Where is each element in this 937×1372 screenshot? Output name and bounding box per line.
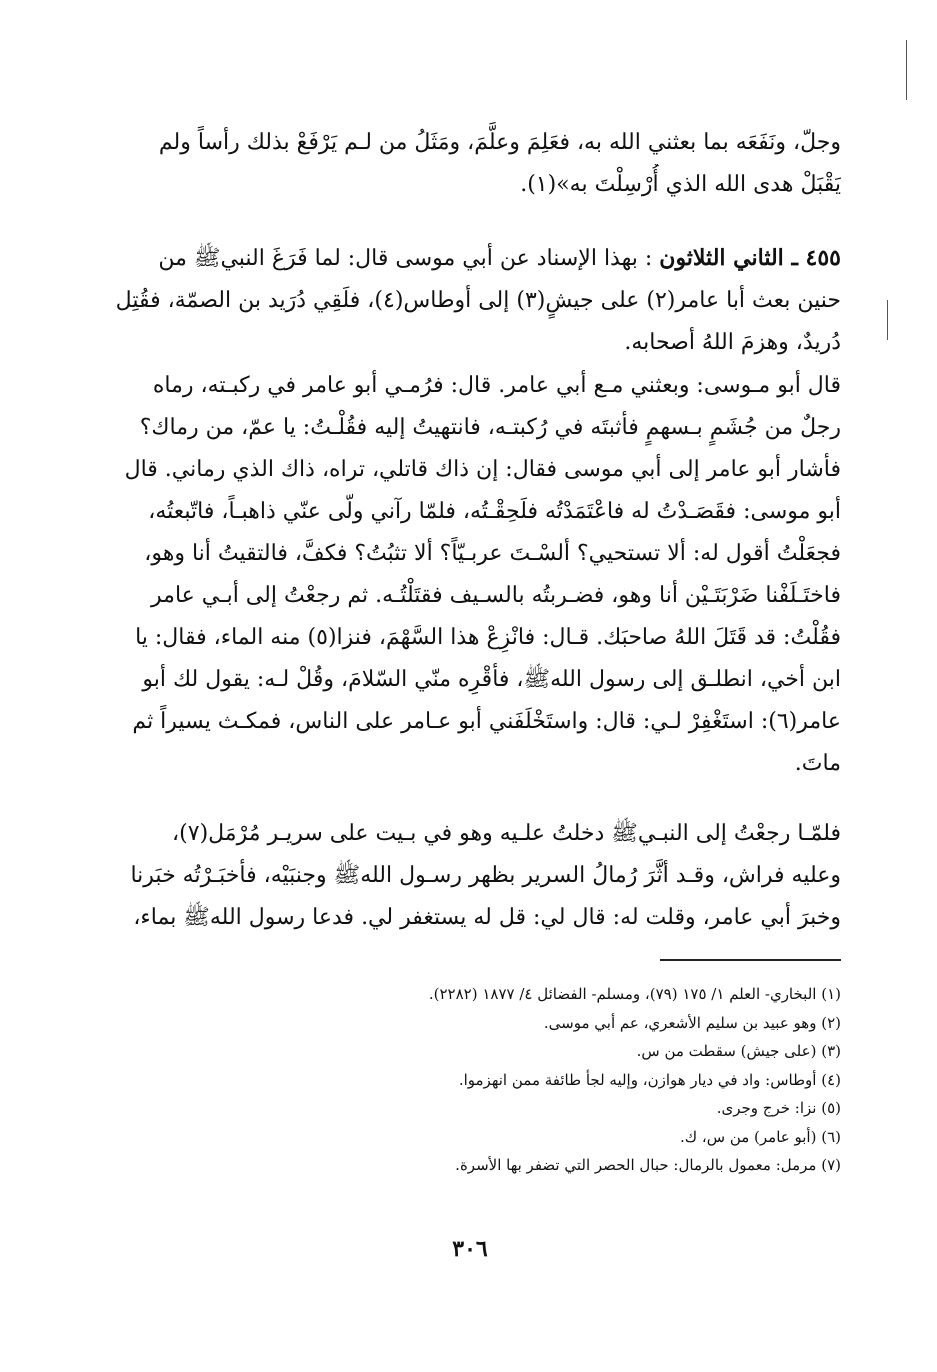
paragraph-4: [96, 813, 841, 939]
text-line: حنين بعث أبا عامر(٢) على جيشٍ(٣) إلى أوطاس(٤)، فلَقِي دُرَيد بن الصمّة، فقُتِل: [115, 288, 841, 313]
scan-edge-mark: [906, 40, 907, 100]
paragraph-1: [96, 122, 841, 206]
text-line: دُريدٌ، وهزمَ اللهُ أصحابه.: [624, 330, 841, 355]
text-line: [96, 237, 841, 280]
paragraph-hadith-455: [96, 237, 841, 364]
text-line: ماتَ.: [794, 751, 841, 776]
text-line: رجلٌ من جُشَمٍ بـسهمٍ فأثبتَه في رُكبتـه، فانتهيتُ إليه فقُلْـتُ: يا عمّ، من رماك؟: [139, 415, 841, 440]
text-line: عامر(٦): استَغْفِرْ لـي: قال: واستَخْلَفَني أبو عـامر على الناس، فمكـث يسيراً ثم: [132, 709, 841, 734]
scan-edge-mark: [887, 300, 888, 340]
text-line: فقُلْتُ: قد قَتَلَ اللهُ صاحبَك. قـال: فانْزِعْ هذا السَّهْمَ، فنزا(٥) منه الماء، فقال: يا: [135, 625, 841, 650]
text-line: فاختَـلَفْنا ضَرْبَتَـيْن أنا وهو، فضـربتُه بالسـيف فقتَلْتُـه. ثم رجعْتُ إلى أبـي عامر: [151, 583, 841, 608]
text-line: وجلّ، ونَفَعَه بما بعثني الله به، فعَلِمَ وعلَّمَ، ومَثَلُ من لـم يَرْفَعْ بذلك رأساً ولم: [158, 130, 841, 155]
text-line: فجعَلْتُ أقول له: ألا تستحيي؟ ألسْـتَ عربـيّاً؟ ألا تثبُتُ؟ فكفَّ، فالتقيتُ أنا وهو،: [144, 541, 841, 566]
text-line: يَقْبَلْ هدى الله الذي أُرْسِلْتَ به»(١).: [520, 172, 841, 197]
footnote: (٥) نزا: خرج وجرى.: [716, 1099, 841, 1117]
footnote: (٢) وهو عبيد بن سليم الأشعري، عم أبي موسى.: [543, 1013, 841, 1032]
text-line: وخبرَ أبي عامر، وقلت له: قال لي: قل له يستغفر لي. فدعا رسول اللهﷺ بماء،: [133, 905, 841, 930]
footnote: (٧) مرمل: معمول بالرمال: حبال الحصر التي تضفر بها الأسرة.: [455, 1156, 841, 1174]
footnote: (٤) أوطاس: واد في ديار هوازن، وإليه لجأ طائفة ممن انهزموا.: [458, 1070, 841, 1089]
text-line: وعليه فراش، وقـد أثَّرَ رُمالُ السرير بظهر رسـول اللهﷺ وجنبَيْه، فأخبَـرْتُه خبَرنا: [130, 863, 841, 888]
page-number: ٣٠٦: [452, 1236, 488, 1262]
text-line: فلمّـا رجعْتُ إلى النبـيﷺ دخلتُ علـيه وهو في بـيت على سريـر مُرْمَل(٧)،: [172, 821, 841, 846]
text-line: قال أبو مـوسى: وبعثني مـع أبي عامر. قال: فرُمـي أبو عامر في ركبـته، رماه: [152, 373, 841, 398]
text-line: فأشار أبو عامر إلى أبي موسى فقال: إن ذاك قاتلي، تراه، ذاك الذي رماني. قال: [124, 457, 841, 482]
footnotes: [300, 980, 841, 1180]
footnote: (١) البخاري- العلم ١/ ١٧٥ (٧٩)، ومسلم- الفضائل ٤/ ١٨٧٧ (٢٢٨٢).: [428, 985, 841, 1003]
footnote: (٣) (على جيش) سقطت من س.: [636, 1042, 841, 1060]
text-line: ابن أخي، انطلـق إلى رسول اللهﷺ، فأقْرِه منّي السّلامَ، وقُلْ لـه: يقول لك أبو: [142, 667, 841, 692]
footnote-divider: [660, 959, 841, 961]
text-line: أبو موسى: فقَصَـدْتُ له فاعْتَمَدْتُه فلَحِقْـتُه، فلمّا رآني ولّى عنّي ذاهبـاً، فاتّبعتُه،: [148, 499, 841, 524]
hadith-heading: ٤٥٥ ـ الثاني الثلاثون: [659, 245, 841, 271]
paragraph-3: [96, 365, 841, 785]
text-line-continuation: : بهذا الإسناد عن أبي موسى قال: لما فَرَغَ النبيﷺ من: [158, 246, 653, 271]
footnote: (٦) (أبو عامر) من س، ك.: [680, 1127, 841, 1146]
